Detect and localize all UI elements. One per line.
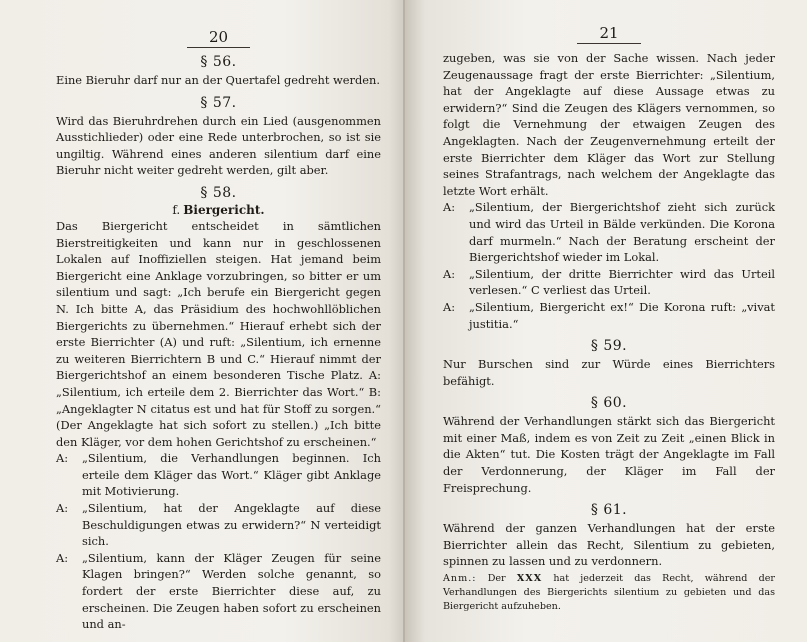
- crosses-mark: XXX: [516, 573, 543, 585]
- speech-line: [56, 450, 381, 500]
- speech-text: „Silentium, kann der Kläger Zeugen für seine Klagen bringen?“ Werden solche genannt, so fordert der erste Bierrichter diese auf, zu erscheinen. Die Zeugen haben sofort zu erscheinen und an-: [82, 550, 381, 632]
- speech-text: „Silentium, Biergericht ex!“ Die Korona ruft: „vivat justitia.“: [469, 299, 775, 331]
- annotation-note: [443, 572, 775, 614]
- section-58-text: Das Biergericht entscheidet in sämtlichen Bierstreitigkeiten und kann nur in geschlossenen Lokalen auf Inoffiziellen steigen. Hat jemand beim Biergericht eine Anklage vorzubringen, so bitter er um silentium und sagt: „Ich berufe ein Biergericht gegen N. Ich bitte A, das Präsidium des hochwohllöblichen Biergerichts zu übernehmen.“ Hierauf erhebt sich der erste Bierrichter (A) und ruft: „Silentium, ich ernenne zu weiteren Bierrichtern B und C.“ Hierauf nimmt der Biergerichtshof an einem besonderen Tische Platz. A: „Silentium, ich erteile dem 2. Bierrichter das Wort.“ B: „Angeklagter N citatus est und hat für Stoff zu sorgen.“ (Der Angeklagte hat sich sofort zu stellen.) „Ich bitte den Kläger, vor dem hohen Gerichtshof zu erscheinen.“: [56, 218, 381, 449]
- section-61-heading: § 61.: [590, 502, 628, 519]
- section-57-text: Wird das Bieruhrdrehen durch ein Lied (ausgenommen Ausstichlieder) oder eine Rede unterbrochen, so ist sie ungiltig. Während eines anderen silentium darf eine Bieruhr nicht weiter gedreht werden, gilt aber.: [56, 113, 381, 178]
- section-56-heading: § 56.: [200, 54, 237, 70]
- note-part-2: hat jederzeit das Recht, während der Verhandlungen des Biergerichts silentium zu gebieten und das Biergericht aufzuheben.: [443, 573, 775, 613]
- page-number-left: 20: [56, 28, 381, 48]
- speech-text: „Silentium, der Biergerichtshof zieht sich zurück und wird das Urteil in Bälde verkünden. Die Korona darf murmeln.“ Nach der Beratung erscheint der Biergerichtshof wieder im Lokal.: [469, 200, 775, 265]
- speaker-label: A:: [443, 266, 456, 281]
- speech-text: „Silentium, der dritte Bierrichter wird das Urteil verlesen.“ C verliest das Urteil.: [469, 266, 775, 298]
- speech-line: [443, 299, 775, 332]
- section-57-heading: § 57.: [200, 94, 237, 111]
- speech-line: [443, 199, 775, 265]
- speaker-label: A:: [56, 501, 69, 516]
- section-59-heading: § 59.: [590, 338, 628, 355]
- section-60-text: Während der Verhandlungen stärkt sich das Biergericht mit einer Maß, indem es von Zeit zu Zeit „einen Blick in die Akten“ tut. Die Kosten trägt der Angeklagte im Fall der Verdonnerung, der Kläger im Fall der Freisprechung.: [443, 414, 775, 495]
- speaker-label: A:: [56, 550, 69, 565]
- subheading-title: Biergericht.: [183, 202, 265, 217]
- section-58-heading: § 58.: [200, 184, 237, 201]
- speech-line: [56, 550, 381, 633]
- section-58-subheading: [56, 203, 381, 217]
- speaker-label: A:: [56, 451, 69, 466]
- speech-line: [56, 500, 381, 550]
- speech-text: „Silentium, die Verhandlungen beginnen. Ich erteile dem Kläger das Wort.“ Kläger gibt Anklage mit Motivierung.: [82, 451, 381, 499]
- continuation-text: zugeben, was sie von der Sache wissen. Nach jeder Zeugenaussage fragt der erste Bierrichter: „Silentium, hat der Angeklagte auf diese Aussage etwas zu erwidern?“ Sind die Zeugen des Klägers vernommen, so folgt die Vernehmung der etwaigen Zeugen des Angeklagten. Nach der Zeugenvernehmung erteilt der erste Bierrichter dem Kläger das Wort zur Stellung seines Strafantrags, nach welchem der Angeklagte das letzte Wort erhält.: [443, 51, 775, 198]
- speaker-label: A:: [443, 299, 456, 314]
- speech-text: „Silentium, hat der Angeklagte auf diese Beschuldigungen etwas zu erwidern?“ N verteidigt sich.: [82, 501, 381, 549]
- note-label: Anm.:: [443, 573, 477, 585]
- right-page: [405, 0, 807, 642]
- section-59-text: Nur Burschen sind zur Würde eines Bierrichters befähigt.: [443, 357, 775, 388]
- section-61-text: Während der ganzen Verhandlungen hat der erste Bierrichter allein das Recht, Silentium zu gebieten, spinnen zu lassen und zu verdonnern.: [443, 521, 775, 569]
- section-60-heading: § 60.: [590, 395, 628, 412]
- page-number-right: 21: [443, 24, 775, 44]
- note-part-1: Der: [487, 573, 506, 585]
- subheading-letter: f.: [172, 202, 181, 217]
- section-56-text: Eine Bieruhr darf nur an der Quertafel gedreht werden.: [56, 73, 380, 87]
- speech-line: [443, 266, 775, 299]
- speaker-label: A:: [443, 200, 456, 215]
